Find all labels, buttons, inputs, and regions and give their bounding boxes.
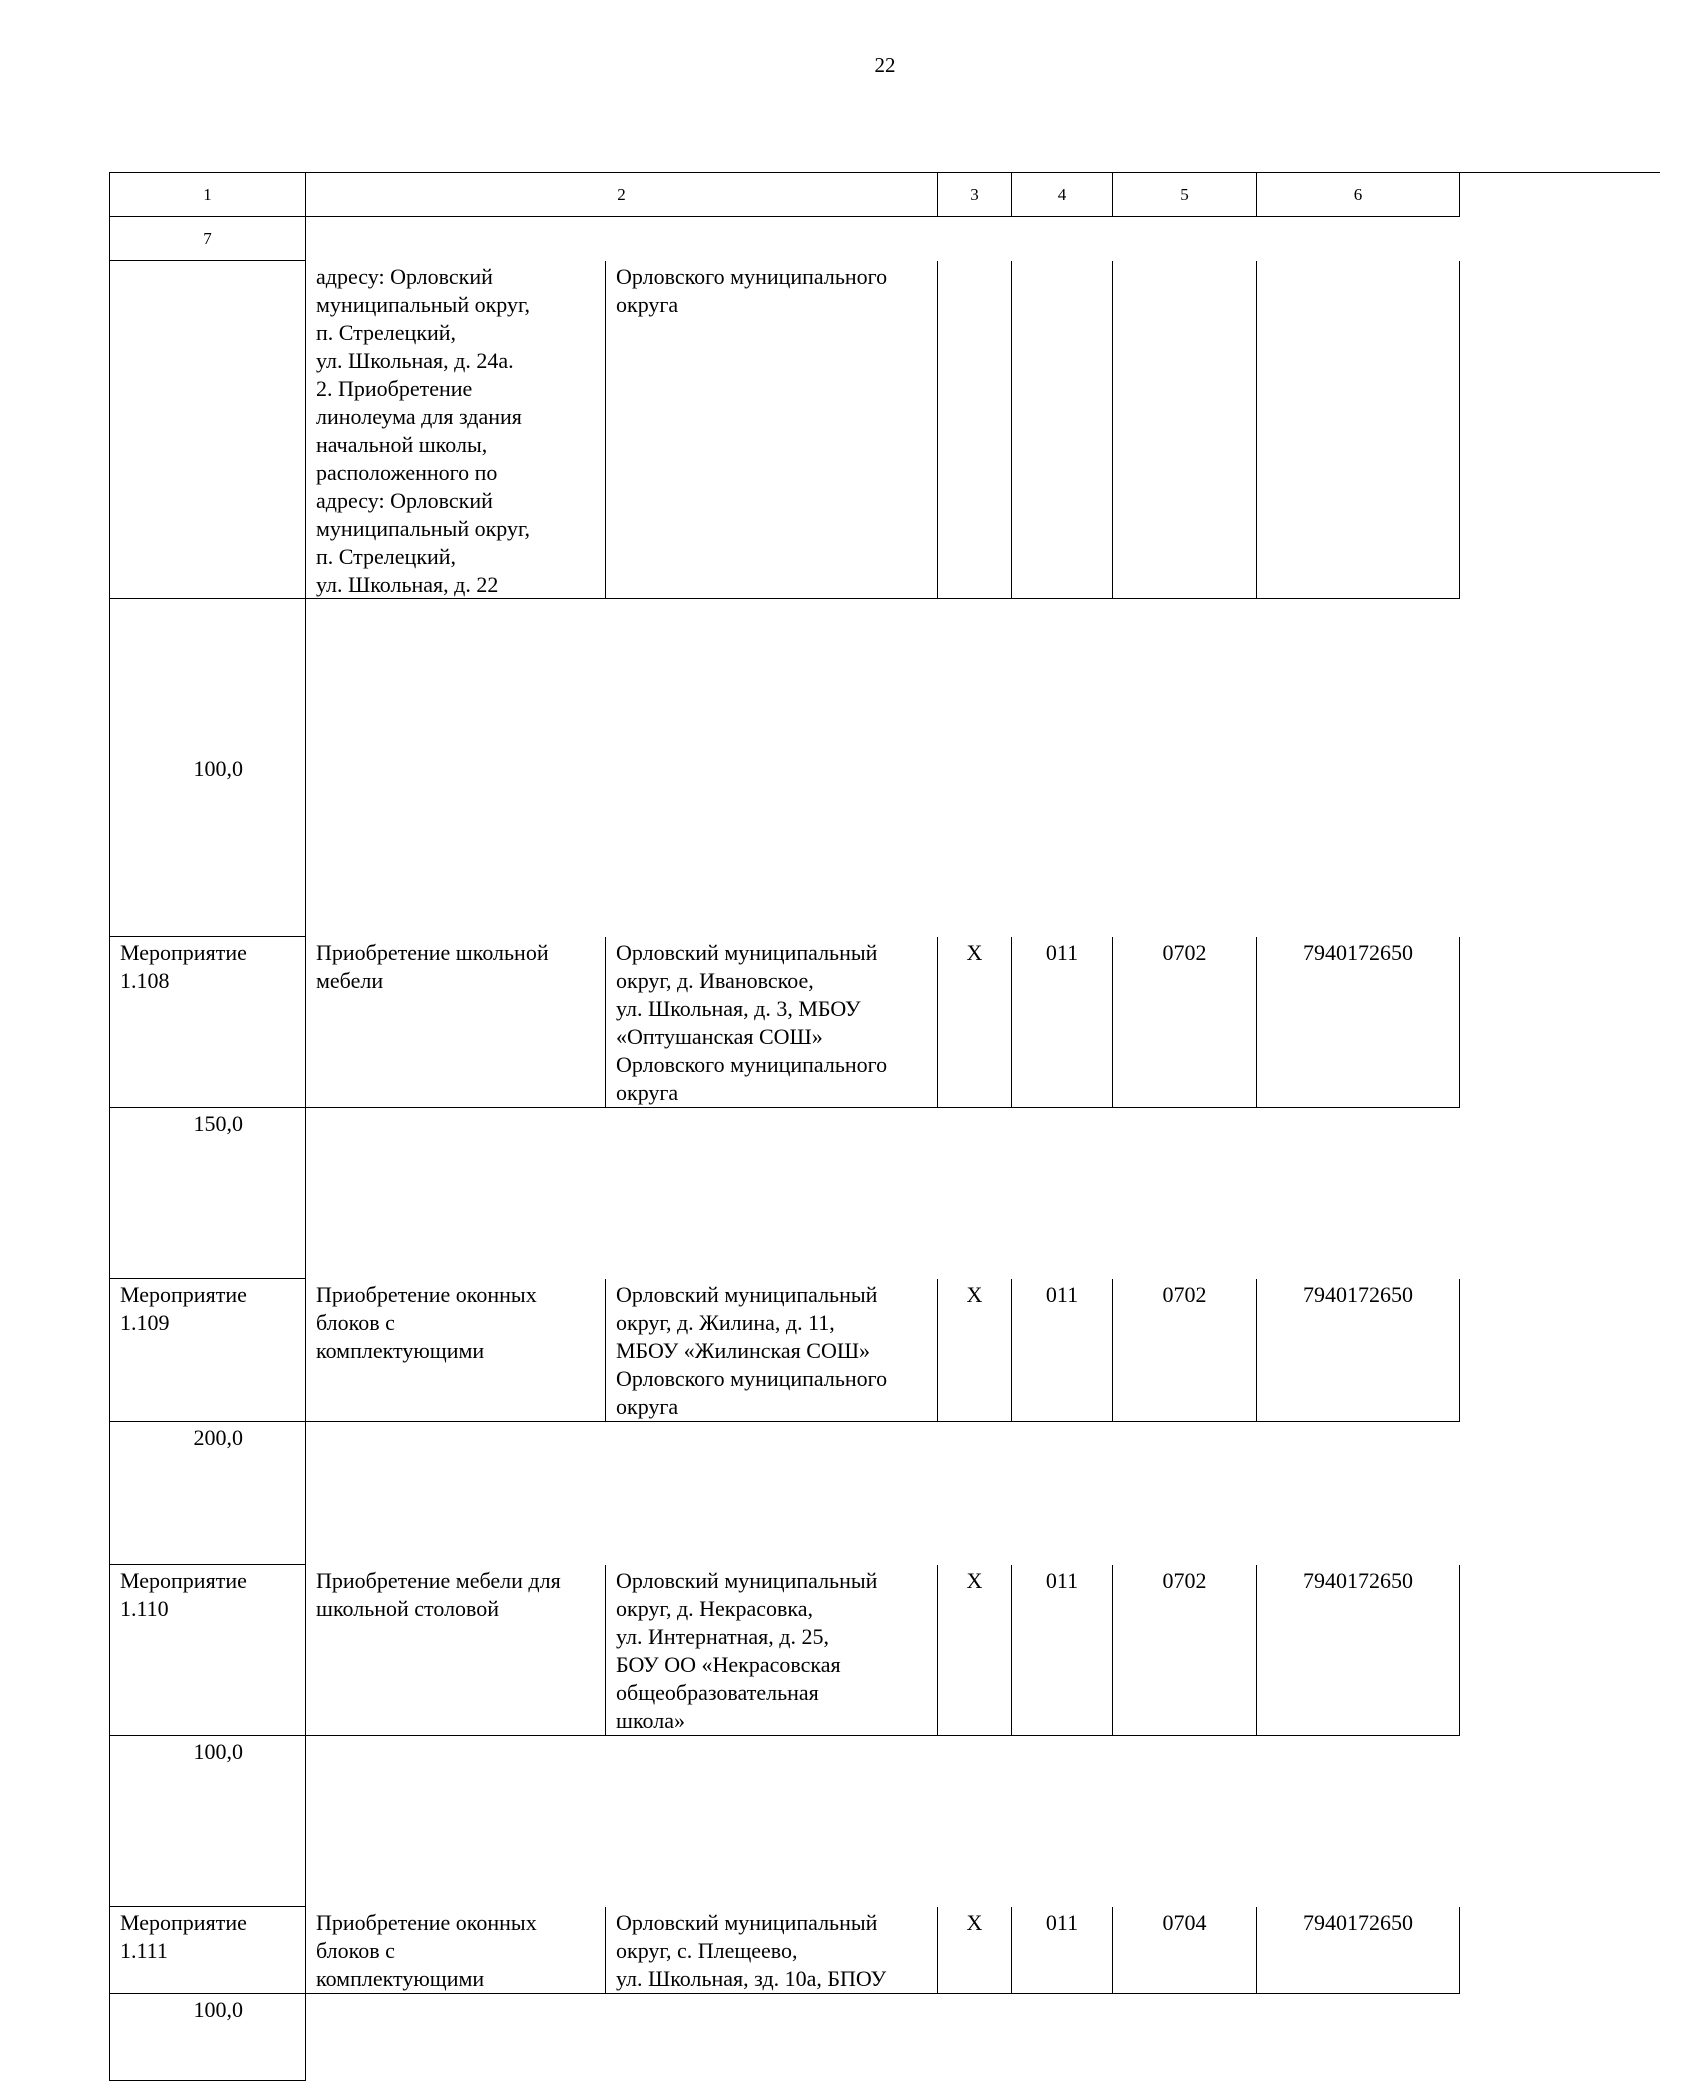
column-6-cell: 7940172650	[1257, 1279, 1460, 1422]
column-5-cell	[1113, 261, 1257, 599]
column-4-cell	[1012, 261, 1113, 599]
column-4-cell: 011	[1012, 1565, 1113, 1736]
location-cell: Орловский муниципальный округ, с. Плещеево, ул. Школьная, зд. 10а, БПОУ	[606, 1907, 938, 1994]
event-number-cell: Мероприятие 1.108	[110, 937, 306, 1108]
column-3-cell: X	[938, 1907, 1012, 1994]
column-3-cell	[938, 261, 1012, 599]
column-3-cell: X	[938, 937, 1012, 1108]
table-row	[110, 937, 1660, 1279]
column-5-cell: 0702	[1113, 937, 1257, 1108]
column-header: 5	[1113, 173, 1257, 217]
column-4-cell: 011	[1012, 937, 1113, 1108]
column-5-cell: 0704	[1113, 1907, 1257, 1994]
amount-cell: 100,0	[110, 1736, 306, 1907]
page-number: 22	[874, 53, 896, 77]
amount-cell: 200,0	[110, 1422, 306, 1565]
column-3-cell: X	[938, 1279, 1012, 1422]
location-cell: Орловский муниципальный округ, д. Некрасовка, ул. Интернатная, д. 25, БОУ ОО «Некрасовская общеобразовательная школа»	[606, 1565, 938, 1736]
event-number-cell	[110, 261, 306, 599]
column-6-cell	[1257, 261, 1460, 599]
location-cell: Орловского муниципального округа	[606, 261, 938, 599]
column-6-cell: 7940172650	[1257, 1907, 1460, 1994]
column-5-cell: 0702	[1113, 1565, 1257, 1736]
event-name-cell: адресу: Орловский муниципальный округ, п. Стрелецкий, ул. Школьная, д. 24а. 2. Приобретение линолеума для здания начальной школы, расположенного по адресу: Орловский муниципальный округ, п. Стрелецкий, ул. Школьная, д. 22	[306, 261, 606, 599]
table-header-row	[110, 173, 1660, 261]
amount-cell: 150,0	[110, 1108, 306, 1279]
column-4-cell: 011	[1012, 1279, 1113, 1422]
table-row	[110, 1907, 1660, 2081]
column-5-cell: 0702	[1113, 1279, 1257, 1422]
event-name-cell: Приобретение школьной мебели	[306, 937, 606, 1108]
column-3-cell: X	[938, 1565, 1012, 1736]
amount-cell: 100,0	[110, 1994, 306, 2081]
event-number-cell: Мероприятие 1.109	[110, 1279, 306, 1422]
location-cell: Орловский муниципальный округ, д. Ивановское, ул. Школьная, д. 3, МБОУ «Оптушанская СОШ» Орловского муниципального округа	[606, 937, 938, 1108]
column-header: 3	[938, 173, 1012, 217]
event-name-cell: Приобретение оконных блоков с комплектующими	[306, 1907, 606, 1994]
event-name-cell: Приобретение мебели для школьной столовой	[306, 1565, 606, 1736]
column-header: 6	[1257, 173, 1460, 217]
amount-cell	[110, 599, 306, 937]
column-6-cell: 7940172650	[1257, 1565, 1460, 1736]
event-number-cell: Мероприятие 1.110	[110, 1565, 306, 1736]
column-header: 1	[110, 173, 306, 217]
event-number-cell: Мероприятие 1.111	[110, 1907, 306, 1994]
location-cell: Орловский муниципальный округ, д. Жилина, д. 11, МБОУ «Жилинская СОШ» Орловского муниципального округа	[606, 1279, 938, 1422]
column-header: 4	[1012, 173, 1113, 217]
table-row	[110, 1565, 1660, 1907]
column-header: 2	[306, 173, 938, 217]
amount-value: 100,0	[193, 755, 243, 781]
table-row	[110, 1279, 1660, 1565]
table-row	[110, 261, 1660, 937]
column-header: 7	[110, 217, 306, 261]
column-4-cell: 011	[1012, 1907, 1113, 1994]
column-6-cell: 7940172650	[1257, 937, 1460, 1108]
events-table	[109, 172, 1660, 2081]
event-name-cell: Приобретение оконных блоков с комплектующими	[306, 1279, 606, 1422]
